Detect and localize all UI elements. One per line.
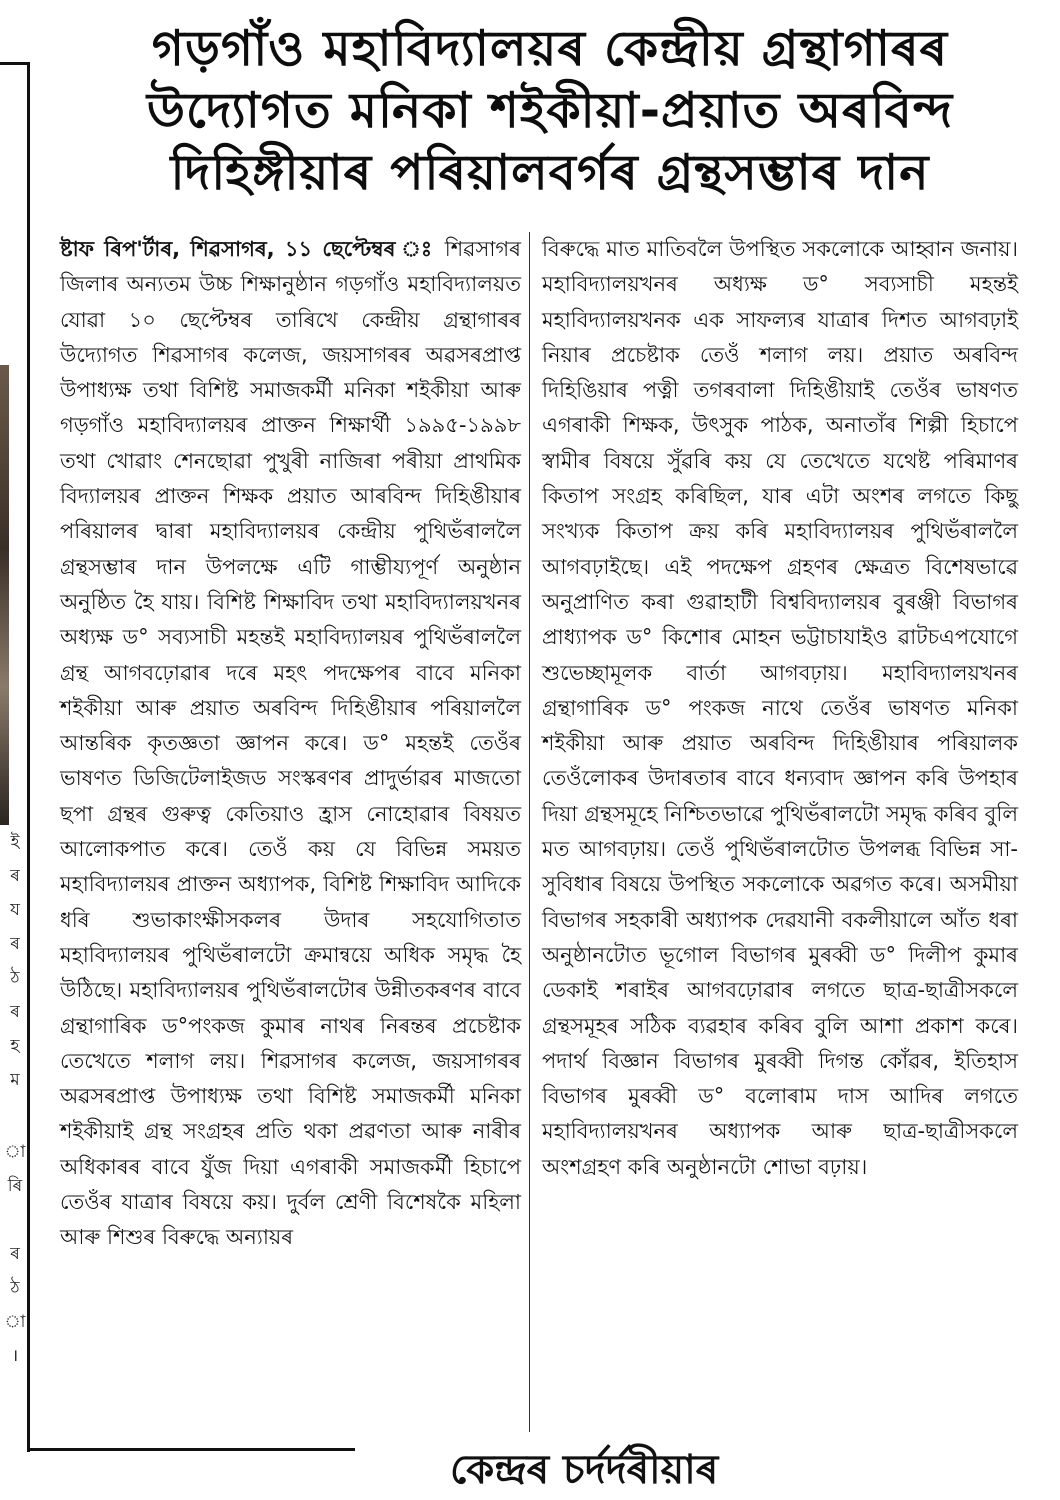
bottom-divider	[30, 1448, 355, 1451]
adjacent-photo-edge	[0, 365, 9, 825]
adjacent-text-fragment: ।	[11, 1346, 19, 1366]
adjacent-text-fragment: ৰ	[10, 866, 20, 886]
adjacent-text-fragment: ৰ	[10, 934, 20, 954]
adjacent-text-fragment: ঠ	[10, 968, 20, 988]
headline-line-3: দিহিঙ্গীয়াৰ পৰিয়ালবৰ্গৰ গ্ৰন্থসম্ভাৰ দান	[170, 144, 930, 201]
adjacent-text-fragment: ই	[10, 832, 20, 852]
headline-line-1: গড়গাঁও মহাবিদ্যালয়ৰ কেন্দ্ৰীয় গ্ৰন্থাগাৰৰ	[151, 20, 949, 77]
article-column-1	[60, 232, 530, 1432]
adjacent-text-fragment: ৰ	[10, 1244, 20, 1264]
adjacent-text-fragment: া	[4, 1142, 26, 1162]
next-headline-fragment: কেন্দ্ৰৰ চৰ্দৰ্দৰীয়াৰ	[450, 1447, 719, 1493]
column-2-text: বিৰুদ্ধে মাত মাতিবলৈ উপস্থিত সকলোকে আহ্বান জনায়। মহাবিদ্যালয়খনৰ অধ্যক্ষ ড° সব্যসাচী মহন্তই মহাবিদ্যালয়খনক এক সাফল্যৰ যাত্ৰাৰ দিশত আগবঢ়াই নিয়াৰ প্ৰচেষ্টাক তেওঁ শলাগ লয়। প্ৰয়াত অৰবিন্দ দিহিঙিয়াৰ পত্নী তগৰবালা দিহিঙীয়াই তেওঁৰ ভাষণত এগৰাকী শিক্ষক, উৎসুক পাঠক, অনাতাঁৰ শিল্পী হিচাপে স্বামীৰ বিষয়ে সুঁৱৰি কয় যে তেখেতে যথেষ্ট পৰিমাণৰ কিতাপ সংগ্ৰহ কৰিছিল, যাৰ এটা অংশৰ লগতে কিছু সংখ্যক কিতাপ ক্ৰয় কৰি মহাবিদ্যালয়ৰ পুথিভঁৰাললৈ আগবঢ়াইছে। এই পদক্ষেপ গ্ৰহণৰ ক্ষেত্ৰত বিশেষভাৱে অনুপ্ৰাণিত কৰা গুৱাহাটী বিশ্ববিদ্যালয়ৰ বুৰঞ্জী বিভাগৰ প্ৰাধ্যাপক ড° কিশোৰ মোহন ভট্টাচাযাইও ৱাটচএপযোগে শুভেচ্ছামূলক বাৰ্তা আগবঢ়ায়। মহাবিদ্যালয়খনৰ গ্ৰন্থাগাৰিক ড° পংকজ নাথে তেওঁৰ ভাষণত মনিকা শইকীয়া আৰু প্ৰয়াত অৰবিন্দ দিহিঙীয়াৰ পৰিয়ালক তেওঁলোকৰ উদাৰতাৰ বাবে ধন্যবাদ জ্ঞাপন কৰি উপহাৰ দিয়া গ্ৰন্থসমূহে নিশ্চিতভাৱে পুথিভঁৰালটো সমৃদ্ধ কৰিব বুলি মত আগবঢ়ায়। তেওঁ পুথিভঁৰালটোত উপলব্ধ বিভিন্ন সা-সুবিধাৰ বিষয়ে উপস্থিত সকলোকে অৱগত কৰে। অসমীয়া বিভাগৰ সহকাৰী অধ্যাপক দেৱযানী বকলীয়ালে আঁত ধৰা অনুষ্ঠানটোত ভূগোল বিভাগৰ মুৰব্বী ড° দিলীপ কুমাৰ ডেকাই শৰাইৰ আগবঢ়োৱাৰ লগতে ছাত্ৰ-ছাত্ৰীসকলে গ্ৰন্থসমূহৰ সঠিক ব্যৱহাৰ কৰিব বুলি আশা প্ৰকাশ কৰে। পদাৰ্থ বিজ্ঞান বিভাগৰ মুৰব্বী দিগন্ত কোঁৱৰ, ইতিহাস বিভাগৰ মুৰব্বী ড° বলোৰাম দাস আদিৰ লগতে মহাবিদ্যালয়খনৰ অধ্যাপক আৰু ছাত্ৰ-ছাত্ৰীসকলে অংশগ্ৰহণ কৰি অনুষ্ঠানটো শোভা বঢ়ায়।	[542, 237, 1018, 1179]
column-1-text: শিৱসাগৰ জিলাৰ অন্যতম উচ্চ শিক্ষানুষ্ঠান গড়গাঁও মহাবিদ্যালয়ত যোৱা ১০ ছেপ্টেম্বৰ তাৰিখে কেন্দ্ৰীয় গ্ৰন্থাগাৰৰ উদ্যোগত শিৱসাগৰ কলেজ, জয়সাগৰৰ অৱসৰপ্ৰাপ্ত উপাধ্যক্ষ তথা বিশিষ্ট সমাজকৰ্মী মনিকা শইকীয়া আৰু গড়গাঁও মহাবিদ্যালয়ৰ প্ৰাক্তন শিক্ষাৰ্থী ১৯৯৫-১৯৯৮ তথা খোৱাং শেনছোৱা পুখুৰী নাজিৰা পৰীয়া প্ৰাথমিক বিদ্যালয়ৰ প্ৰাক্তন শিক্ষক প্ৰয়াত আৰবিন্দ দিহিঙীয়াৰ পৰিয়ালৰ দ্বাৰা মহাবিদ্যালয়ৰ কেন্দ্ৰীয় পুথিভঁৰাললৈ গ্ৰন্থসম্ভাৰ দান উপলক্ষে এটি গাম্ভীয্যপূৰ্ণ অনুষ্ঠান অনুষ্ঠিত হৈ যায়। বিশিষ্ট শিক্ষাবিদ তথা মহাবিদ্যালয়খনৰ অধ্যক্ষ ড° সব্যসাচী মহন্তই মহাবিদ্যালয়ৰ পুথিভঁৰাললৈ গ্ৰন্থ আগবঢ়োৱাৰ দৰে মহৎ পদক্ষেপৰ বাবে মনিকা শইকীয়া আৰু প্ৰয়াত অৰবিন্দ দিহিঙীয়াৰ পৰিয়াললৈ আন্তৰিক কৃতজ্ঞতা জ্ঞাপন কৰে। ড° মহন্তই তেওঁৰ ভাষণত ডিজিটেলাইজড সংস্কৰণৰ প্ৰাদুৰ্ভাৱৰ মাজতো ছপা গ্ৰন্থৰ গুৰুত্ব কেতিয়াও হ্ৰাস নোহোৱাৰ বিষয়ত আলোকপাত কৰে। তেওঁ কয় যে বিভিন্ন সময়ত মহাবিদ্যালয়ৰ প্ৰাক্তন অধ্যাপক, বিশিষ্ট শিক্ষাবিদ আদিকে ধৰি শুভাকাংক্ষীসকলৰ উদাৰ সহযোগিতাত মহাবিদ্যালয়ৰ পুথিভঁৰালটো ক্ৰমান্বয়ে অধিক সমৃদ্ধ হৈ উঠিছে। মহাবিদ্যালয়ৰ পুথিভঁৰালটোৰ উন্নীতকৰণৰ বাবে গ্ৰন্থাগাৰিক ড°পংকজ কুমাৰ নাথৰ নিৰন্তৰ প্ৰচেষ্টাক তেখেতে শলাগ লয়। শিৱসাগৰ কলেজ, জয়সাগৰৰ অৱসৰপ্ৰাপ্ত উপাধ্যক্ষ তথা বিশিষ্ট সমাজকৰ্মী মনিকা শইকীয়াই গ্ৰন্থ সংগ্ৰহৰ প্ৰতি থকা প্ৰৱণতা আৰু নাৰীৰ অধিকাৰৰ বাবে যুঁজ দিয়া এগৰাকী সমাজকৰ্মী হিচাপে তেওঁৰ যাত্ৰাৰ বিষয়ে কয়। দুৰ্বল শ্ৰেণী বিশেষকৈ মহিলা আৰু শিশুৰ বিৰুদ্ধে অন্যায়ৰ	[60, 237, 521, 1250]
article-headline	[70, 18, 1030, 204]
article-column-2	[542, 232, 1018, 1432]
headline-line-2: উদ্যোগত মনিকা শইকীয়া-প্ৰয়াত অৰবিন্দ	[146, 82, 954, 139]
adjacent-text-fragment: ৰি	[7, 1176, 23, 1196]
adjacent-text-fragment: া	[4, 1312, 26, 1332]
article-body	[60, 232, 1025, 1432]
adjacent-text-fragment: ৰ	[10, 1002, 20, 1022]
adjacent-text-fragment: হ	[10, 1036, 20, 1056]
adjacent-text-fragment: ম	[10, 1070, 20, 1090]
adjacent-text-fragment: ঠ	[10, 1278, 20, 1298]
adjacent-text-fragment: য	[10, 900, 20, 920]
adjacent-article-edge	[0, 62, 30, 1452]
dateline: ষ্টাফ ৰিপ'ৰ্টাৰ, শিৱসাগৰ, ১১ ছেপ্টেম্বৰ ঃ	[60, 237, 436, 261]
